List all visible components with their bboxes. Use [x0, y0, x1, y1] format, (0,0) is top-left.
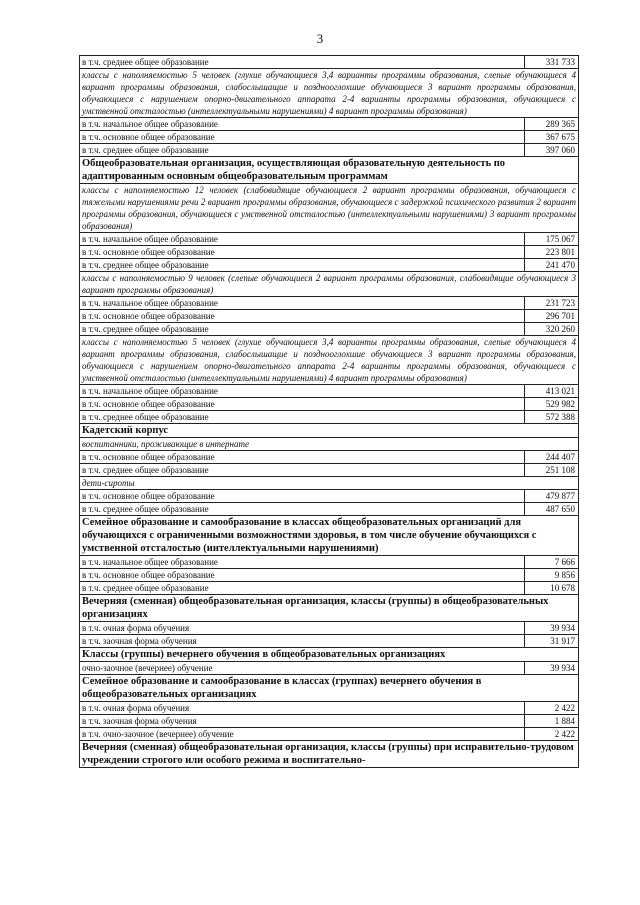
- section-header: Семейное образование и самообразование в классах общеобразовательных организаций для обучающихся с ограниченными возможностями здоровья, в том числе обучение обучающихся с умственной отсталостью (интеллектуальными нарушениями): [80, 516, 579, 556]
- row-label: в т.ч. основное общее образование: [80, 569, 525, 582]
- row-label: в т.ч. начальное общее образование: [80, 556, 525, 569]
- row-label: в т.ч. среднее общее образование: [80, 464, 525, 477]
- table-row: [80, 503, 579, 516]
- category-description: воспитанники, проживающие в интернате: [80, 438, 579, 451]
- section-header: Вечерняя (сменная) общеобразовательная организация, классы (группы) при исправительно-трудовом учреждении строгого или особого режима и воспитательно-: [80, 741, 579, 768]
- row-label: в т.ч. среднее общее образование: [80, 411, 525, 424]
- row-label: в т.ч. основное общее образование: [80, 490, 525, 503]
- row-value: 367 675: [525, 131, 579, 144]
- table-row: [80, 622, 579, 635]
- category-description-row: [80, 272, 579, 297]
- row-label: очно-заочное (вечернее) обучение: [80, 662, 525, 675]
- table-row: [80, 398, 579, 411]
- category-description-row: [80, 477, 579, 490]
- row-value: 331 733: [525, 56, 579, 69]
- table-row: [80, 556, 579, 569]
- row-label: в т.ч. основное общее образование: [80, 451, 525, 464]
- table-row: [80, 323, 579, 336]
- table-row: [80, 728, 579, 741]
- table-row: [80, 702, 579, 715]
- section-header: Общеобразовательная организация, осуществляющая образовательную деятельность по адаптированным основным общеобразовательным программам: [80, 157, 579, 184]
- table-row: [80, 715, 579, 728]
- row-value: 39 934: [525, 662, 579, 675]
- table-row: [80, 385, 579, 398]
- section-header-row: [80, 157, 579, 184]
- row-label: в т.ч. среднее общее образование: [80, 144, 525, 157]
- category-description: классы с наполняемостью 9 человек (слепые обучающиеся 2 вариант программы образования, слабовидящие обучающиеся 3 вариант программы образования): [80, 272, 579, 297]
- section-header: Кадетский корпус: [80, 424, 579, 438]
- funding-table: [79, 55, 579, 768]
- row-value: 244 407: [525, 451, 579, 464]
- row-value: 39 934: [525, 622, 579, 635]
- category-description-row: [80, 69, 579, 118]
- section-header-row: [80, 595, 579, 622]
- table-row: [80, 411, 579, 424]
- row-value: 175 067: [525, 233, 579, 246]
- category-description-row: [80, 184, 579, 233]
- table-row: [80, 582, 579, 595]
- section-header-row: [80, 741, 579, 768]
- row-label: в т.ч. основное общее образование: [80, 398, 525, 411]
- table-row: [80, 569, 579, 582]
- category-description: дети-сироты: [80, 477, 579, 490]
- row-value: 223 801: [525, 246, 579, 259]
- row-label: в т.ч. среднее общее образование: [80, 259, 525, 272]
- table-row: [80, 246, 579, 259]
- row-label: в т.ч. начальное общее образование: [80, 385, 525, 398]
- row-label: в т.ч. очная форма обучения: [80, 622, 525, 635]
- section-header: Классы (группы) вечернего обучения в общеобразовательных организациях: [80, 648, 579, 662]
- row-label: в т.ч. очная форма обучения: [80, 702, 525, 715]
- table-row: [80, 131, 579, 144]
- row-value: 572 388: [525, 411, 579, 424]
- table-row: [80, 118, 579, 131]
- section-header: Вечерняя (сменная) общеобразовательная организация, классы (группы) в общеобразовательных организациях: [80, 595, 579, 622]
- table-row: [80, 144, 579, 157]
- row-value: 2 422: [525, 728, 579, 741]
- table-row: [80, 662, 579, 675]
- table-row: [80, 464, 579, 477]
- row-value: 9 856: [525, 569, 579, 582]
- row-value: 487 650: [525, 503, 579, 516]
- table-row: [80, 233, 579, 246]
- category-description: классы с наполняемостью 5 человек (глухие обучающиеся 3,4 варианты программы образования, слепые обучающиеся 4 вариант программы образования, слабослышащие и позднооглохшие обучающиеся 3 вариант программы образования, обучающиеся с нарушением опорно-двигательного аппарата 2-4 варианты программы образования, обучающиеся с умственной отсталостью (интеллектуальными нарушениями) 4 вариант программы образования): [80, 69, 579, 118]
- table-row: [80, 451, 579, 464]
- row-value: 2 422: [525, 702, 579, 715]
- row-label: в т.ч. начальное общее образование: [80, 118, 525, 131]
- row-value: 7 666: [525, 556, 579, 569]
- row-value: 320 260: [525, 323, 579, 336]
- row-value: 10 678: [525, 582, 579, 595]
- row-label: в т.ч. среднее общее образование: [80, 582, 525, 595]
- section-header-row: [80, 675, 579, 702]
- row-label: в т.ч. среднее общее образование: [80, 56, 525, 69]
- category-description: классы с наполняемостью 5 человек (глухие обучающиеся 3,4 варианты программы образования, слепые обучающиеся 4 вариант программы образования, слабослышащие и позднооглохшие обучающиеся 3 вариант программы образования, обучающиеся с нарушением опорно-двигательного аппарата 2-4 варианты программы образования, обучающиеся с умственной отсталостью (интеллектуальными нарушениями) 4 вариант программы образования): [80, 336, 579, 385]
- row-value: 241 470: [525, 259, 579, 272]
- category-description: классы с наполняемостью 12 человек (слабовидящие обучающиеся 2 вариант программы образования, обучающиеся с тяжелыми нарушениями речи 2 вариант программы образования, обучающиеся с задержкой психического развития 2 вариант программы образования, обучающиеся с умственной отсталостью (интеллектуальными нарушениями) 3 вариант программы образования): [80, 184, 579, 233]
- row-label: в т.ч. заочная форма обучения: [80, 635, 525, 648]
- row-value: 251 108: [525, 464, 579, 477]
- section-header-row: [80, 516, 579, 556]
- row-label: в т.ч. среднее общее образование: [80, 503, 525, 516]
- table-row: [80, 259, 579, 272]
- table-row: [80, 635, 579, 648]
- row-label: в т.ч. среднее общее образование: [80, 323, 525, 336]
- row-label: в т.ч. начальное общее образование: [80, 233, 525, 246]
- row-value: 1 884: [525, 715, 579, 728]
- table-row: [80, 490, 579, 503]
- section-header: Семейное образование и самообразование в классах (группах) вечернего обучения в общеобразовательных организациях: [80, 675, 579, 702]
- section-header-row: [80, 424, 579, 438]
- row-value: 289 365: [525, 118, 579, 131]
- row-label: в т.ч. заочная форма обучения: [80, 715, 525, 728]
- table-row: [80, 297, 579, 310]
- category-description-row: [80, 438, 579, 451]
- row-label: в т.ч. основное общее образование: [80, 246, 525, 259]
- page-number: 3: [316, 31, 324, 46]
- row-value: 479 877: [525, 490, 579, 503]
- row-value: 31 917: [525, 635, 579, 648]
- row-label: в т.ч. начальное общее образование: [80, 297, 525, 310]
- row-label: в т.ч. основное общее образование: [80, 131, 525, 144]
- table-row: [80, 310, 579, 323]
- row-value: 529 982: [525, 398, 579, 411]
- row-value: 413 021: [525, 385, 579, 398]
- row-label: в т.ч. основное общее образование: [80, 310, 525, 323]
- row-value: 296 701: [525, 310, 579, 323]
- category-description-row: [80, 336, 579, 385]
- row-value: 231 723: [525, 297, 579, 310]
- row-value: 397 060: [525, 144, 579, 157]
- table-row: [80, 56, 579, 69]
- section-header-row: [80, 648, 579, 662]
- row-label: в т.ч. очно-заочное (вечернее) обучение: [80, 728, 525, 741]
